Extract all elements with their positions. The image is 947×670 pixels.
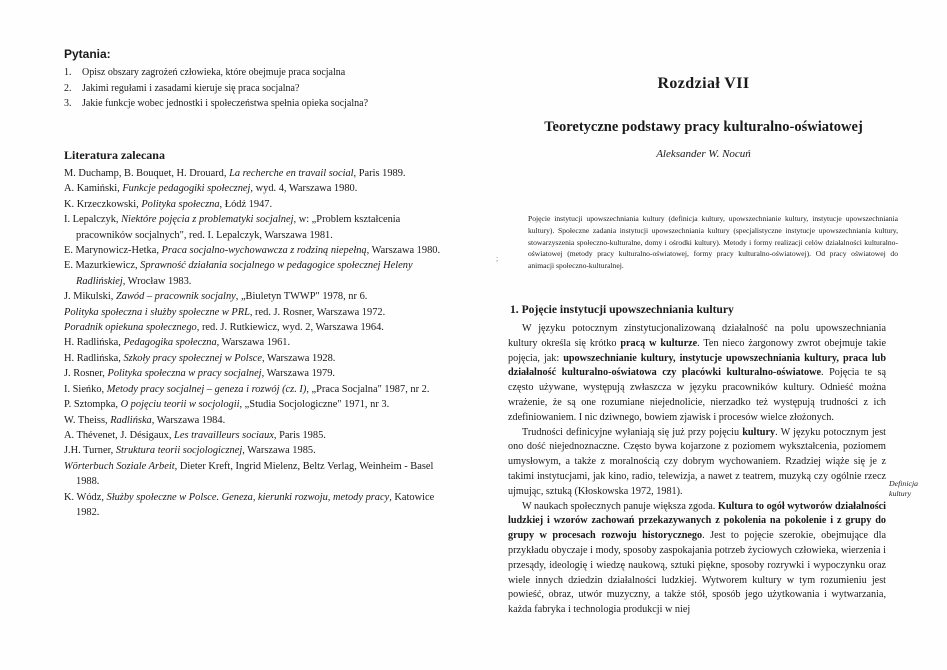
reference-title: Polityka społeczna w pracy socjalnej xyxy=(107,368,262,380)
reference-title: Praca socjalno-wychowawcza z rodziną niepełną xyxy=(161,245,367,257)
questions-heading: Pytania: xyxy=(64,47,111,61)
reference-item xyxy=(64,335,450,350)
reference-author: E. Mazurkiewicz, xyxy=(64,260,141,272)
reference-title: Zawód – pracownik socjalny xyxy=(115,291,236,303)
reference-author: I. Lepalczyk, xyxy=(64,214,122,226)
reference-author: A. Kamiński, xyxy=(64,183,123,195)
reference-title: Polityka społeczna i służby społeczne w PRL xyxy=(64,306,250,318)
reference-details: , red. J. Rutkiewicz, wyd. 2, Warszawa 1964. xyxy=(196,322,384,334)
text-run: W naukach społecznych panuje większa zgoda. xyxy=(522,500,718,512)
reference-author: I. Sieńko, xyxy=(64,383,107,395)
reference-title: Les travailleurs sociaux xyxy=(174,429,274,441)
chapter-author: Aleksander W. Nocuń xyxy=(656,148,751,160)
reference-item xyxy=(64,459,450,490)
reference-details: , Paris 1989. xyxy=(353,168,406,179)
question-item xyxy=(64,81,459,97)
reference-title: Szkoły pracy społecznej w Polsce xyxy=(123,352,262,364)
reference-item xyxy=(64,320,450,335)
literature-heading: Literatura zalecana xyxy=(64,148,165,162)
bold-term: kultury xyxy=(742,426,776,438)
reference-details: , Warszawa 1984. xyxy=(151,414,226,426)
question-number: 3. xyxy=(64,98,72,109)
body-paragraph xyxy=(508,426,886,500)
reference-author: P. Sztompka, xyxy=(64,399,121,411)
section-title: 1. Pojęcie instytucji upowszechniania kultury xyxy=(510,303,734,316)
reference-details: , Łódź 1947. xyxy=(219,198,273,210)
text-run: W języku potocznym zinstytucjonalizowaną działalność na polu upowszechniania kultury określa się krótko xyxy=(508,323,886,349)
margin-tick-mark: ; xyxy=(496,254,499,263)
question-text: Jakimi regułami i zasadami kieruje się praca socjalna? xyxy=(82,82,300,94)
reference-author: E. Marynowicz-Hetka, xyxy=(64,245,162,257)
reference-item xyxy=(64,243,450,258)
reference-item xyxy=(64,197,450,212)
reference-item xyxy=(64,443,450,458)
reference-title: Polityka społeczna xyxy=(141,198,220,210)
reference-title: Służby społeczne w Polsce. Geneza, kierunki rozwoju, metody pracy xyxy=(106,491,390,503)
left-page xyxy=(0,0,460,670)
questions-list xyxy=(64,65,459,112)
chapter-title: Teoretyczne podstawy pracy kulturalno-oświatowej xyxy=(544,119,863,135)
reference-details: , „Praca Socjalna" 1987, nr 2. xyxy=(306,383,430,395)
reference-item xyxy=(64,212,450,243)
bold-term: upowszechnianie kultury, instytucje upowszechniania kultury, praca lub działalność kulturalno-oświatowa czy placówki kulturalno-oświatowe xyxy=(508,352,886,379)
reference-title: Radlińska xyxy=(110,414,152,426)
margin-note-line: kultury xyxy=(889,489,912,498)
chapter-abstract: Pojęcie instytucji upowszechniania kultury (definicja kultury, upowszechnianie kultury, instytucje upowszechniania kultury). Społeczne zadania instytucji upowszechniania kultury (specjalistyczne instytucje upowszechniania kultury, stowarzyszenia społeczno-kulturalne, domy i ośrodki kultury). Metody i formy realizacji celów działalności kulturalno-oświatowej (metody pracy kulturalno-oświatowej, formy pracy kulturalno-oświatowej). Od pracy oświatowej do animacji społeczno-kulturalnej. xyxy=(528,214,898,271)
bold-term: pracą w kulturze xyxy=(620,337,698,349)
reference-author: W. Theiss, xyxy=(64,414,111,426)
reference-details: , Wrocław 1983. xyxy=(122,275,192,287)
text-run: . Ten nieco żargonowy zwrot obejmuje takie pojęcia, jak: xyxy=(508,337,887,364)
reference-details: , „Biuletyn TWWP" 1978, nr 6. xyxy=(235,291,368,303)
reference-author: J. Mikulski, xyxy=(64,291,116,303)
body-text xyxy=(508,322,886,618)
reference-title: La recherche en travail social xyxy=(229,168,354,179)
reference-title: Wörterbuch Soziale Arbeit xyxy=(64,460,175,472)
body-paragraph xyxy=(508,500,886,618)
reference-item xyxy=(64,258,450,289)
reference-title: Funkcje pedagogiki społecznej xyxy=(122,183,251,195)
reference-title: Poradnik opiekuna społecznego xyxy=(64,322,197,334)
reference-title: Struktura teorii socjologicznej xyxy=(115,445,243,457)
question-number: 1. xyxy=(64,67,72,78)
reference-item xyxy=(64,490,450,521)
references-list xyxy=(64,166,450,520)
reference-details: , Katowice 1982. xyxy=(76,491,435,518)
reference-title: Niektóre pojęcia z problematyki socjalnej xyxy=(121,214,294,226)
reference-details: , Warszawa 1961. xyxy=(216,337,291,349)
reference-author: M. Duchamp, B. Bouquet, H. Drouard, xyxy=(64,168,230,179)
reference-item xyxy=(64,351,450,366)
question-item xyxy=(64,65,459,81)
text-run: . W języku potocznym jest ono dość niejednoznaczne. Często bywa kojarzone z poziomem wykształcenia, poziomem umysłowym, a także z moralnością czy dobrym wychowaniem. Rzadziej wiąże się je z takimi instytucjami, jak kino, radio, telewizja, a nawet z teatrem, muzyką czy ogólnie rzecz ujmując, sztuką (Kłoskowska 1972, 1981). xyxy=(508,426,886,497)
reference-author: K. Wódz, xyxy=(64,491,107,503)
reference-item xyxy=(64,428,450,443)
reference-author: H. Radlińska, xyxy=(64,352,124,364)
question-item xyxy=(64,96,459,112)
reference-details: , Warszawa 1985. xyxy=(242,445,316,457)
text-run: Trudności definicyjne wyłaniają się już przy pojęciu xyxy=(522,426,743,438)
margin-note-line: Definicja xyxy=(889,479,919,488)
reference-title: Sprawność działania socjalnego w pedagogice społecznej Heleny Radlińskiej xyxy=(76,260,413,287)
reference-item xyxy=(64,166,450,181)
reference-item xyxy=(64,305,450,320)
reference-details: , Paris 1985. xyxy=(273,429,326,441)
text-run: . Jest to pojęcie szerokie, obejmujące dla przykładu obyczaje i mody, sposoby zaspokajania potrzeb życiowych człowieka, wierzenia i przesądy, ideologię i wiedzę naukową, sztuki piękne, sposoby rozrywki i wypoczynku oraz wiele innych dziedzin działalności ludzkiej. Wytworem kultury w tym rozumieniu jest powieść, obraz, utwór muzyczny, a także stół, sposób jego użytkowania i wytwarzania, każda fabryka i technologia produkcji w niej xyxy=(508,530,886,616)
reference-author: A. Thévenet, J. Désigaux, xyxy=(64,429,175,441)
reference-title: Pedagogika społeczna xyxy=(123,337,217,349)
reference-details: , wyd. 4, Warszawa 1980. xyxy=(250,183,358,195)
chapter-heading: Rozdział VII xyxy=(657,75,750,92)
reference-item xyxy=(64,382,450,397)
reference-title: O pojęciu teorii w socjologii xyxy=(120,399,240,411)
question-text: Opisz obszary zagrożeń człowieka, które obejmuje praca socjalna xyxy=(82,67,346,78)
reference-item xyxy=(64,181,450,196)
body-paragraph xyxy=(508,322,886,426)
reference-author: J. Rosner, xyxy=(64,368,108,380)
reference-details: , red. J. Rosner, Warszawa 1972. xyxy=(249,306,386,318)
reference-author: J.H. Turner, xyxy=(64,445,116,457)
reference-details: , Warszawa 1928. xyxy=(261,352,336,364)
reference-details: , w: „Problem kształcenia pracowników socjalnych", red. I. Lepalczyk, Warszawa 1981. xyxy=(76,214,401,241)
question-text: Jakie funkcje wobec jednostki i społeczeństwa spełnia opieka socjalna? xyxy=(82,98,369,109)
right-page xyxy=(460,0,947,670)
reference-item xyxy=(64,366,450,381)
reference-details: , Dieter Kreft, Ingrid Mielenz, Beltz Verlag, Weinheim - Basel 1988. xyxy=(76,460,434,488)
question-number: 2. xyxy=(64,82,72,94)
text-run: . Pojęcia te są często używane, występują zwłaszcza w języku pracowników kultury. Odnieść można wrażenie, że są one rozumiane niejednolicie, nierzadko też występują trudności z ich zdefiniowaniem. I nic dziwnego, bowiem zjawisk i procesów wielce złożonych. xyxy=(508,367,886,423)
reference-details: , Warszawa 1979. xyxy=(261,368,335,380)
reference-item xyxy=(64,413,450,428)
reference-author: K. Krzeczkowski, xyxy=(64,198,142,210)
reference-details: , „Studia Socjologiczne" 1971, nr 3. xyxy=(239,399,390,411)
reference-item xyxy=(64,289,450,304)
bold-term: Kultura to ogół wytworów działalności ludzkiej i wzorów zachowań przekazywanych z pokolenia na pokolenie i z grupy do grupy w procesach rozwoju historycznego xyxy=(508,500,887,542)
reference-details: , Warszawa 1980. xyxy=(366,245,441,257)
reference-author: H. Radlińska, xyxy=(64,337,124,349)
reference-title: Metody pracy socjalnej – geneza i rozwój (cz. I) xyxy=(106,383,307,395)
margin-note xyxy=(889,479,935,499)
reference-item xyxy=(64,397,450,412)
